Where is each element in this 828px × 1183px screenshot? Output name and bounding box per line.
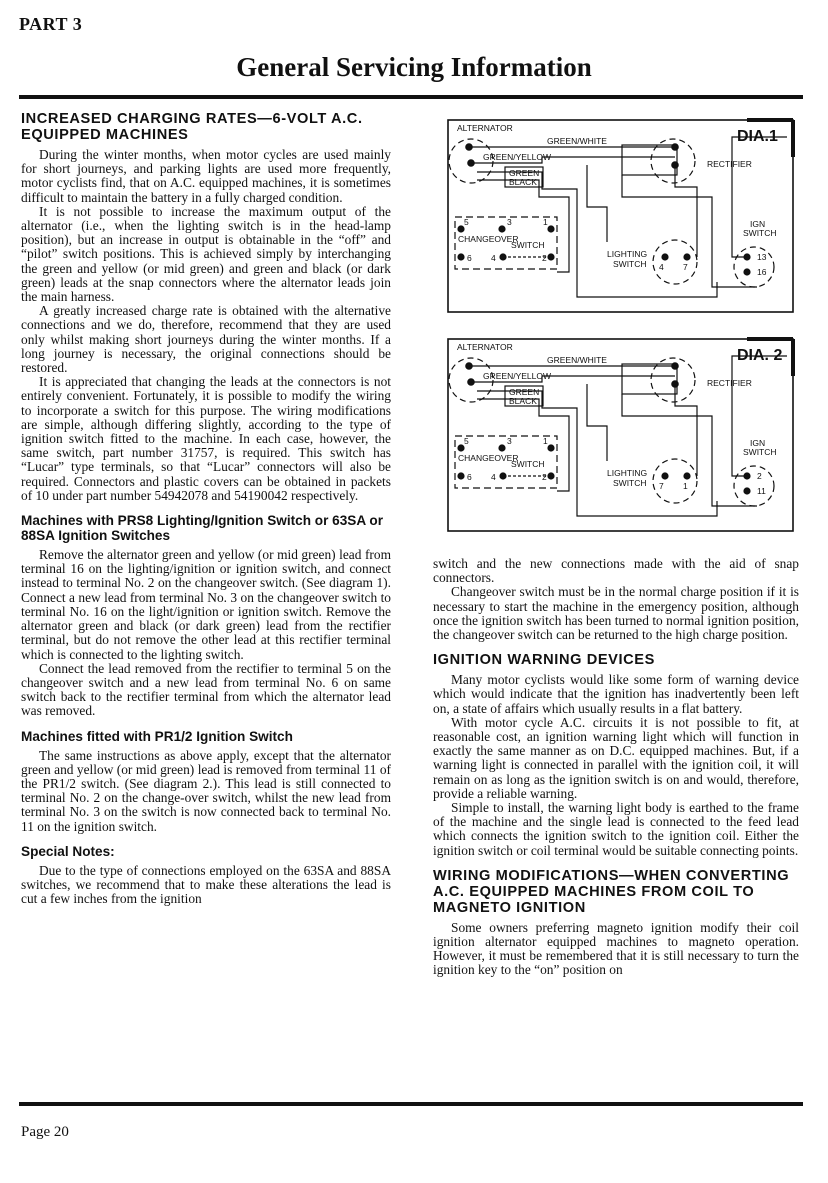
switch-terminal bbox=[548, 445, 554, 451]
lighting-terminal-b-label: 1 bbox=[683, 481, 688, 491]
section-heading: IGNITION WARNING DEVICES bbox=[433, 652, 655, 669]
wire-ignition bbox=[732, 356, 787, 476]
terminal-2-label: 2 bbox=[542, 253, 547, 263]
alternator-label: ALTERNATOR bbox=[457, 342, 513, 352]
ignition-switch-outline bbox=[734, 247, 774, 287]
diagram-frame bbox=[448, 120, 793, 312]
wire-feed bbox=[587, 165, 607, 242]
section-heading: WIRING MODIFICATIONS—WHEN CONVERTING A.C. EQUIPPED MACHINES FROM COIL TO MAGNETO IGNITION bbox=[433, 867, 790, 916]
rectifier-label: RECTIFIER bbox=[707, 378, 752, 388]
paragraph: switch and the new connections made with the aid of snap connectors. bbox=[433, 556, 799, 586]
wire-top-label: GREEN/WHITE bbox=[547, 136, 607, 146]
switch-terminal bbox=[548, 226, 554, 232]
terminal-2-label: 2 bbox=[542, 472, 547, 482]
wire-mid-label: GREEN/YELLOW bbox=[483, 152, 552, 162]
changeover-switch-label: SWITCH bbox=[511, 459, 545, 469]
paragraph: With motor cycle A.C. circuits it is not possible to fit, at reasonable cost, an ignition warning light which will function in exactly the same manner as on D.C. equipped machines. But, if a warning light is connected in parallel with the ignition coil, it will remain on as long as the ignition switch is on and would, therefore, provide a reliable warning. bbox=[433, 714, 799, 801]
diagram-label: DIA.1 bbox=[737, 128, 778, 145]
terminal-1-label: 1 bbox=[543, 436, 548, 446]
lighting-terminal-a-label: 4 bbox=[659, 262, 664, 272]
wire-top-label: GREEN/WHITE bbox=[547, 355, 607, 365]
lighting-terminal bbox=[662, 473, 668, 479]
wire-mid-label: GREEN/YELLOW bbox=[483, 371, 552, 381]
ignition-terminal-a-label: 2 bbox=[757, 471, 762, 481]
page-title: General Servicing Information bbox=[236, 52, 592, 82]
ignition-terminal-b-label: 11 bbox=[757, 486, 766, 496]
paragraph: A greatly increased charge rate is obtained with the alternative connections and we do, therefore, recommend that they are used only whilst making short journeys during the winter months. If a long journey is necessary, the original connections should be restored. bbox=[21, 303, 391, 376]
rectifier-box bbox=[622, 145, 677, 175]
switch-terminal bbox=[458, 254, 464, 260]
terminal-6-label: 6 bbox=[467, 472, 472, 482]
left-column bbox=[21, 111, 391, 906]
paragraph: It is appreciated that changing the leads at the connectors is not entirely convenient. Fortunately, it is possible to modify the wiring to incorporate a switch for this purpose. The wiring modifications are simple, although differing slightly, according to the type of ignition switch fitted to the machine. In each case, however, the same switch, part number 31757, is required. This switch has “Lucar” type terminals, so that “Lucar” connectors will also be required. Connectors and plastic covers can be obtained in packets of 10 under part number 54942078 and 54190042 respectively. bbox=[21, 374, 391, 503]
ignition-terminal-a-label: 13 bbox=[757, 252, 767, 262]
bottom-rule bbox=[19, 1102, 803, 1106]
right-column bbox=[433, 557, 799, 978]
part-label: PART 3 bbox=[19, 14, 83, 34]
paragraph: Connect the lead removed from the rectifier to terminal 5 on the changeover switch and a new lead from terminal No. 6 on same switch back to the rectifier terminal from which the alternator lead was removed. bbox=[21, 660, 391, 719]
ignition-switch-label: SWITCH bbox=[743, 228, 777, 238]
lighting-terminal bbox=[662, 254, 668, 260]
paragraph: Due to the type of connections employed on the 63SA and 88SA switches, we recommend that to make these alterations the lead is cut a few inches from the ignition bbox=[21, 862, 391, 907]
ignition-terminal bbox=[744, 488, 750, 494]
diagram-label: DIA. 2 bbox=[737, 347, 783, 364]
wire-rectifier-out bbox=[622, 175, 757, 287]
lighting-label: LIGHTING bbox=[607, 468, 648, 478]
wire-ignition bbox=[732, 137, 787, 257]
lighting-terminal-b-label: 7 bbox=[683, 262, 688, 272]
section-heading: INCREASED CHARGING RATES—6-VOLT A.C. EQUIPPED MACHINES bbox=[21, 111, 363, 143]
lighting-terminal bbox=[684, 254, 690, 260]
wire-feed bbox=[587, 384, 607, 461]
paragraph: Some owners preferring magneto ignition modify their coil ignition alternator equipped machines to magneto operation. However, it must be remembered that it is still necessary to turn the ignition key to the “on” position on bbox=[433, 919, 799, 978]
ignition-switch-label: SWITCH bbox=[743, 447, 777, 457]
terminal-3-label: 3 bbox=[507, 436, 512, 446]
terminal-4-label: 4 bbox=[491, 472, 496, 482]
lighting-switch-label: SWITCH bbox=[613, 259, 647, 269]
wire-green-label: GREEN bbox=[509, 387, 540, 397]
diagram-frame bbox=[448, 339, 793, 531]
wiring-diagram-1 bbox=[447, 117, 795, 317]
terminal-3-label: 3 bbox=[507, 217, 512, 227]
paragraph: Many motor cyclists would like some form of warning device which would indicate that the ignition has inadvertently been left on, a state of affairs which usually results in a flat battery. bbox=[433, 672, 799, 716]
lighting-switch-label: SWITCH bbox=[613, 478, 647, 488]
ignition-switch-outline bbox=[734, 466, 774, 506]
switch-terminal bbox=[458, 473, 464, 479]
terminal-6-label: 6 bbox=[467, 253, 472, 263]
paragraph: Changeover switch must be in the normal charge position if it is necessary to start the machine in the emergency position, although once the ignition switch has been turned to normal ignition position, the changeover switch can be returned to the high charge position. bbox=[433, 584, 799, 643]
changeover-label: CHANGEOVER bbox=[458, 453, 519, 463]
diagram-canvas bbox=[447, 336, 795, 536]
paragraph: Remove the alternator green and yellow (or mid green) lead from terminal 16 on the lighting/ignition or ignition switch, and connect instead to terminal No. 2 on the changeover switch. (See diagram 1). Connect a new lead from terminal No. 3 on the changeover switch to terminal No. 16 on the light/ignition or ignition switch. Remove the alternator green and black (or dark green) lead from the rectifier terminal, but do not remove the other lead at this rectifier terminal which is connected to the lighting switch. bbox=[21, 547, 391, 662]
top-rule bbox=[19, 95, 803, 99]
wiring-diagram-2 bbox=[447, 336, 795, 536]
paragraph: It is not possible to increase the maximum output of the alternator (i.e., when the lighting switch is in the head-lamp position), but an increase in output is obtainable in the “off” and “pilot” switch positions. This is achieved simply by interchanging the green and yellow (or mid green) and green and black (or dark green) leads at the snap connectors where the alternator leads join the main harness. bbox=[21, 203, 391, 305]
ignition-label: IGN bbox=[750, 438, 766, 448]
alternator-label: ALTERNATOR bbox=[457, 123, 513, 133]
section-heading: Machines fitted with PR1/2 Ignition Switch bbox=[21, 728, 293, 744]
page-number: Page 20 bbox=[21, 1124, 69, 1140]
ignition-terminal bbox=[744, 269, 750, 275]
switch-terminal bbox=[499, 445, 505, 451]
lighting-terminal-a-label: 7 bbox=[659, 481, 664, 491]
rectifier-label: RECTIFIER bbox=[707, 159, 752, 169]
terminal-4-label: 4 bbox=[491, 253, 496, 263]
changeover-label: CHANGEOVER bbox=[458, 234, 519, 244]
lighting-label: LIGHTING bbox=[607, 249, 648, 259]
section-heading: Machines with PRS8 Lighting/Ignition Switch or 63SA or 88SA Ignition Switches bbox=[21, 513, 384, 544]
wire-black-label: BLACK bbox=[509, 396, 537, 406]
wire-green-label: GREEN bbox=[509, 168, 540, 178]
terminal-5-label: 5 bbox=[464, 217, 469, 227]
switch-terminal bbox=[499, 226, 505, 232]
terminal-5-label: 5 bbox=[464, 436, 469, 446]
wire-black-label: BLACK bbox=[509, 177, 537, 187]
paragraph: The same instructions as above apply, except that the alternator green and yellow (or mid green) lead is removed from terminal 11 of the PR1/2 switch. (See diagram 2.). This lead is still connected to terminal No. 2 on the change-over switch, whilst the new lead from terminal No. 3 on the switch is now connected back to terminal No. 11 on the ignition switch. bbox=[21, 747, 391, 834]
diagram-canvas bbox=[447, 117, 795, 317]
paragraph: Simple to install, the warning light body is earthed to the frame of the machine and the single lead is connected to the feed lead which connects the ignition switch to the ignition coil. Either the ignition switch or coil terminal would be suitable connecting points. bbox=[433, 800, 799, 858]
wire-rectifier-out bbox=[622, 394, 757, 506]
rectifier-box bbox=[622, 364, 677, 394]
ignition-terminal-b-label: 16 bbox=[757, 267, 767, 277]
ignition-label: IGN bbox=[750, 219, 766, 229]
lighting-terminal bbox=[684, 473, 690, 479]
terminal-1-label: 1 bbox=[543, 217, 548, 227]
changeover-switch-label: SWITCH bbox=[511, 240, 545, 250]
paragraph: During the winter months, when motor cycles are used mainly for short journeys, and parking lights are used more frequently, motor cyclists find, that on A.C. equipped machines, it is sometimes difficult to maintain the battery in a fully charged condition. bbox=[21, 147, 391, 205]
section-heading: Special Notes: bbox=[21, 843, 115, 859]
